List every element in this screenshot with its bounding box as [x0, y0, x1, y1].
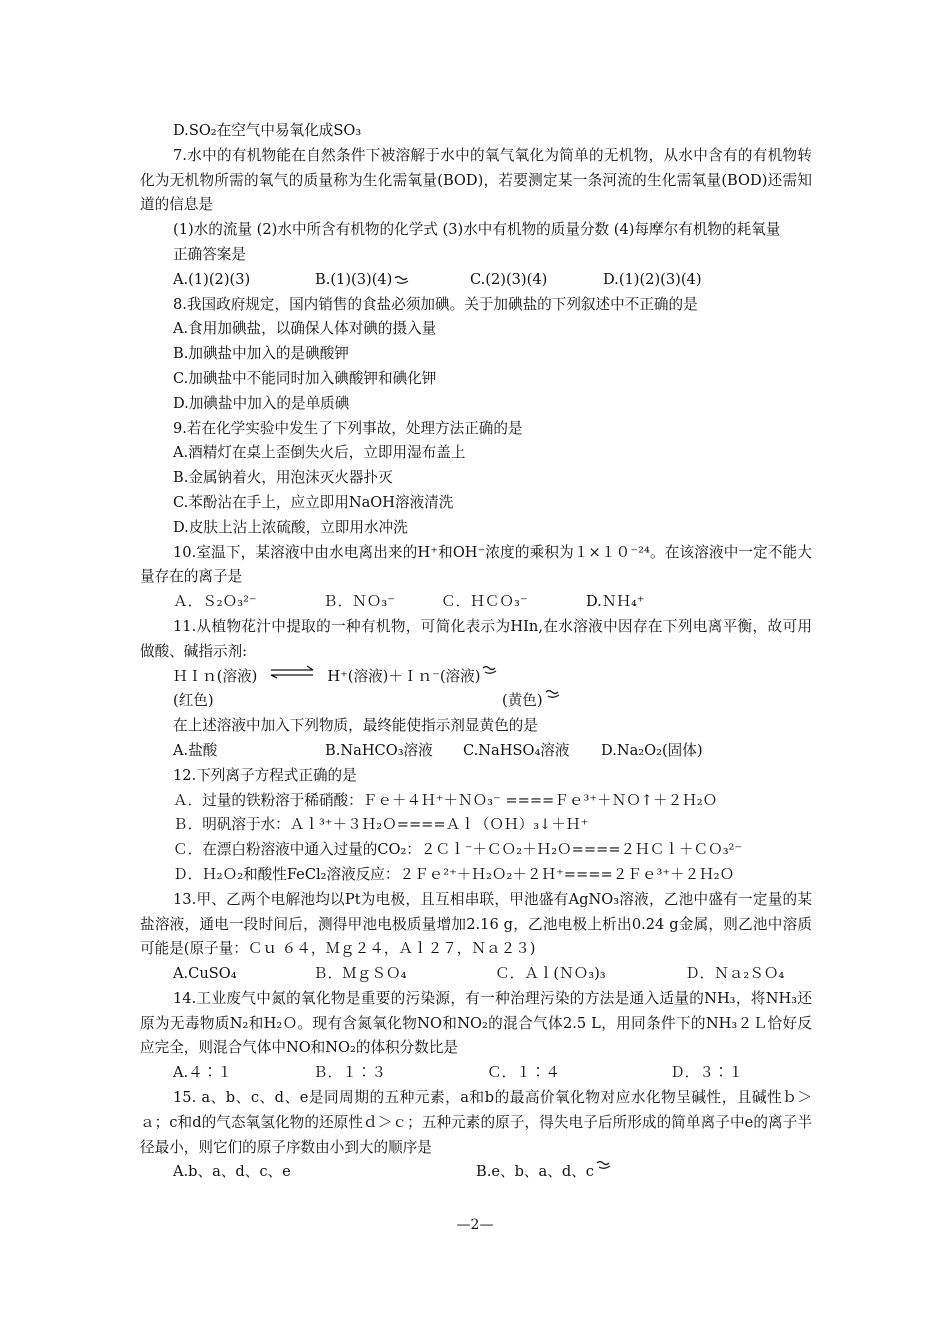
equilibrium-left: ＨＩｎ(溶液) — [173, 667, 258, 685]
q14-option-c: Ｃ．１∶４ — [487, 1064, 560, 1082]
q13-option-b: Ｂ．ＭｇＳＯ₄ — [313, 965, 407, 983]
q7-answer-prompt: 正确答案是 — [173, 245, 246, 263]
q9-stem: 9.若在化学实验中发生了下列事故，处理方法正确的是 — [173, 419, 523, 437]
q13-option-c: Ｃ．Ａｌ(ＮＯ₃)₃ — [495, 965, 606, 983]
q7-option-a: A.(1)(2)(3) — [173, 270, 251, 288]
q11-option-a: A.盐酸 — [173, 741, 218, 759]
q14-stem: 14.工业废气中氮的氧化物是重要的污染源，有一种治理污染的方法是通入适量的NH₃，将NH₃还原为无毒物质N₂和H₂Ｏ。现有含氮氧化物NO和NO₂的混合气体2.5 L，用同条件下的NH₃２Ｌ恰好反应完全，则混合气体中NO和NO₂的体积分数比是 — [140, 989, 812, 1057]
q7-option-d: D.(1)(2)(3)(4) — [603, 270, 702, 288]
q12-stem: 12.下列离子方程式正确的是 — [173, 766, 357, 784]
q15-option-b: B.e、b、a、d、c — [476, 1163, 594, 1181]
q7-option-b-wrap — [315, 268, 470, 293]
small-squiggle-mark-icon — [482, 665, 498, 675]
q9-option-a: A.酒精灯在桌上歪倒失火后，立即用湿布盖上 — [173, 444, 466, 462]
q13-stem: 13.甲、乙两个电解池均以Pt为电极，且互相串联，甲池盛有AgNO₃溶液，乙池中盛有一定量的某盐溶液，通电一段时间后，测得甲池电极质量增加2.16 g，乙池电极上析出0.24 g金属，则乙池中溶质可能是(原子量：Ｃｕ ６４，Ｍｇ２４，Ａｌ２７，Ｎａ２３) — [140, 890, 812, 958]
page-number: —2— — [456, 1217, 494, 1233]
q12-option-a: Ａ．过量的铁粉溶于稀硝酸：Ｆｅ＋４Ｈ⁺＋ＮＯ₃⁻ ====Ｆｅ³⁺＋ＮＯ↑＋２Ｈ₂Ｏ — [173, 791, 718, 809]
q11-prompt: 在上述溶液中加入下列物质，最终能使指示剂显黄色的是 — [173, 717, 538, 735]
q9-option-b: B.金属钠着火，用泡沫灭火器扑灭 — [173, 469, 393, 487]
q12-option-d: Ｄ．Ｈ₂Ｏ₂和酸性FeCl₂溶液反应：２Ｆｅ²⁺＋Ｈ₂Ｏ₂＋２Ｈ⁺====２Ｆｅ³⁺＋２Ｈ₂Ｏ — [173, 865, 735, 883]
color-yellow: (黄色) — [502, 692, 543, 710]
equilibrium-right: H⁺(溶液)＋Ｉｎ⁻(溶液) — [327, 667, 481, 685]
color-red: (红色) — [173, 692, 214, 710]
q12-option-c: Ｃ．在漂白粉溶液中通入过量的CO₂：２Ｃｌ⁻＋ＣＯ₂＋Ｈ₂Ｏ====２ＨＣｌ＋ＣＯ₃²⁻ — [173, 841, 743, 859]
q8-stem: 8.我国政府规定，国内销售的食盐必须加碘。关于加碘盐的下列叙述中不正确的是 — [173, 295, 698, 313]
q14-option-b: Ｂ．１∶３ — [313, 1064, 386, 1082]
q11-option-c: C.NaHSO₄溶液 — [463, 741, 570, 759]
q11-option-d: D.Na₂O₂(固体) — [601, 741, 703, 759]
q7-options — [140, 268, 812, 293]
q10-option-a: Ａ．Ｓ₂Ｏ₃²⁻ — [173, 593, 257, 611]
q11-equilibrium — [140, 665, 812, 690]
q14-options — [140, 1061, 812, 1086]
q7-stem: 7.水中的有机物能在自然条件下被溶解于水中的氧气氧化为简单的无机物，从水中含有的有机物转化为无机物所需的氧气的质量称为生化需氧量(BOD)，若要测定某一条河流的生化需氧量(BOD)还需知道的信息是 — [140, 146, 812, 214]
q9-option-d: D.皮肤上沾上浓硫酸，立即用水冲洗 — [173, 518, 408, 536]
q7-option-c: C.(2)(3)(4) — [470, 270, 548, 288]
q7-option-b: B.(1)(3)(4) — [315, 270, 393, 288]
q8-option-d: D.加碘盐中加入的是单质碘 — [173, 394, 350, 412]
small-squiggle-mark-icon — [596, 1160, 612, 1170]
q10-options — [140, 590, 812, 615]
page-content — [140, 119, 812, 1185]
small-squiggle-mark-icon — [545, 689, 561, 699]
q10-option-d: D.ＮＨ₄⁺ — [586, 593, 645, 611]
q7-info-list: (1)水的流量 (2)水中所含有机物的化学式 (3)水中有机物的质量分数 (4)每摩尔有机物的耗氧量 — [173, 221, 781, 239]
q15-stem: 15. a、b、c、d、e是同周期的五种元素，a和b的最高价氧化物对应水化物呈碱性，且碱性ｂ＞ａ；c和d的气态氧氢化物的还原性ｄ＞ｃ；五种元素的原子，得失电子后所形成的简单离子中e的离子半径最小，则它们的原子序数由小到大的顺序是 — [140, 1089, 812, 1156]
q14-option-a: A.４∶１ — [173, 1064, 232, 1082]
q8-option-b: B.加碘盐中加入的是碘酸钾 — [173, 345, 349, 363]
small-squiggle-mark-icon — [394, 275, 410, 285]
q11-stem: 11.从植物花汁中提取的一种有机物，可简化表示为HIn,在水溶液中因存在下列电离平衡，故可用做酸、碱指示剂: — [140, 617, 812, 660]
q8-option-c: C.加碘盐中不能同时加入碘酸钾和碘化钾 — [173, 369, 437, 387]
q11-colors — [140, 689, 812, 714]
q6-option-d: D.SO₂在空气中易氧化成SO₃ — [173, 122, 362, 139]
q13-option-a: A.CuSO₄ — [173, 965, 237, 983]
q11-options — [140, 739, 812, 764]
q11-option-b: B.NaHCO₃溶液 — [325, 741, 433, 759]
q15-options — [140, 1160, 812, 1185]
q12-option-b: Ｂ．明矾溶于水：Ａｌ³⁺＋３Ｈ₂Ｏ====Ａｌ（ＯＨ）₃↓＋Ｈ⁺ — [173, 816, 589, 834]
q8-option-a: A.食用加碘盐，以确保人体对碘的摄入量 — [173, 320, 437, 338]
q9-option-c: C.苯酚沾在手上，应立即用NaOH溶液清洗 — [173, 493, 454, 511]
q13-option-d: Ｄ．Ｎａ₂ＳＯ₄ — [685, 965, 785, 983]
q14-option-d: Ｄ．３∶１ — [670, 1064, 743, 1082]
q13-options — [140, 962, 812, 987]
q15-option-a: A.b、a、d、c、e — [173, 1163, 291, 1181]
q10-option-b: Ｂ．ＮＯ₃⁻ — [323, 593, 395, 611]
equilibrium-arrows-icon — [269, 665, 315, 679]
q10-stem: 10.室温下，某溶液中由水电离出来的H⁺和OH⁻浓度的乘积为１×１０⁻²⁴。在该溶液中一定不能大量存在的离子是 — [140, 543, 812, 586]
q10-option-c: Ｃ．ＨＣＯ₃⁻ — [441, 593, 528, 611]
